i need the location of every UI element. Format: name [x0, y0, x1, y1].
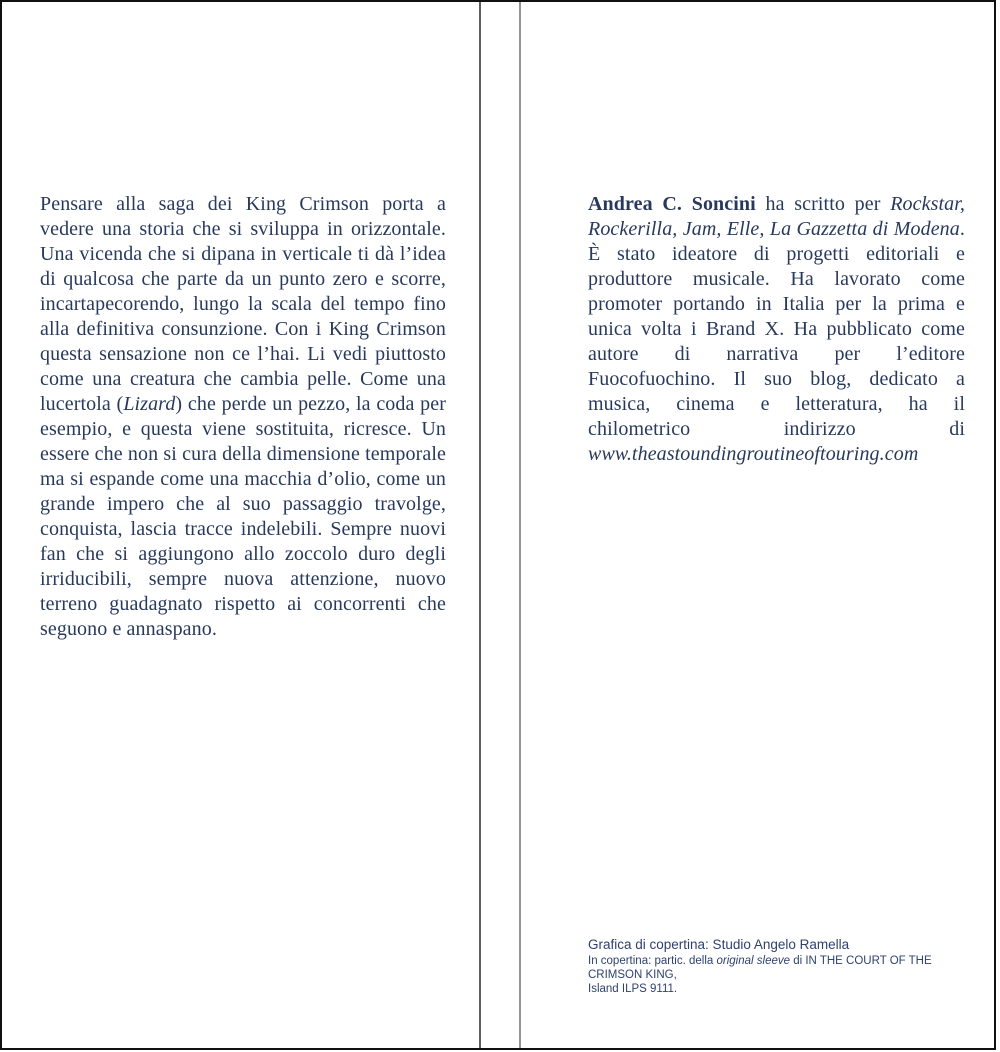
cover-design-credit: Grafica di copertina: Studio Angelo Ramella	[588, 937, 850, 952]
record-label-credit: Island ILPS 9111.	[588, 983, 678, 995]
left-flap-description-text: Pensare alla saga dei King Crimson porta a vedere una storia che si sviluppa in orizzontale. Una vicenda che si dipana in verticale ti dà l’idea di qualcosa che parte da un punto zero e scorre, incartapecorendo, lungo la scala del tempo fino alla definitiva consunzione. Con i King Crimson questa sensazione non ce l’hai. Li vedi piuttosto come una creatura che cambia pelle. Come una lucertola (Lizard) che perde un pezzo, la coda per esempio, e questa viene sostituita, ricresce. Un essere che non si cura della dimensione temporale ma si espande come una macchia d’olio, come un grande impero che al suo passaggio travolge, conquista, lascia tracce indelebili. Sempre nuovi fan che si aggiungono allo zoccolo duro degli irriducibili, sempre nuova attenzione, nuovo terreno guadagnato rispetto ai concorrenti che seguono e annaspano.	[40, 193, 446, 640]
gutter-fold-line-left	[479, 2, 481, 1049]
cover-image-credit: In copertina: partic. della original sleeve di IN THE COURT OF THE CRIMSON KING,	[588, 955, 932, 981]
author-bio-text: Andrea C. Soncini ha scritto per Rockstar, Rockerilla, Jam, Elle, La Gazzetta di Modena. È stato ideatore di progetti editoriali e produttore musicale. Ha lavorato come promoter portando in Italia per la prima e unica volta i Brand X. Ha pubblicato come autore di narrativa per l’editore Fuocofuochino. Il suo blog, dedicato a musica, cinema e letteratura, ha il chilometrico indirizzo di www.theastoundingroutineoftouring.com	[588, 193, 965, 465]
cover-credits-block	[588, 936, 988, 996]
gutter-fold-line-right	[519, 2, 521, 1049]
